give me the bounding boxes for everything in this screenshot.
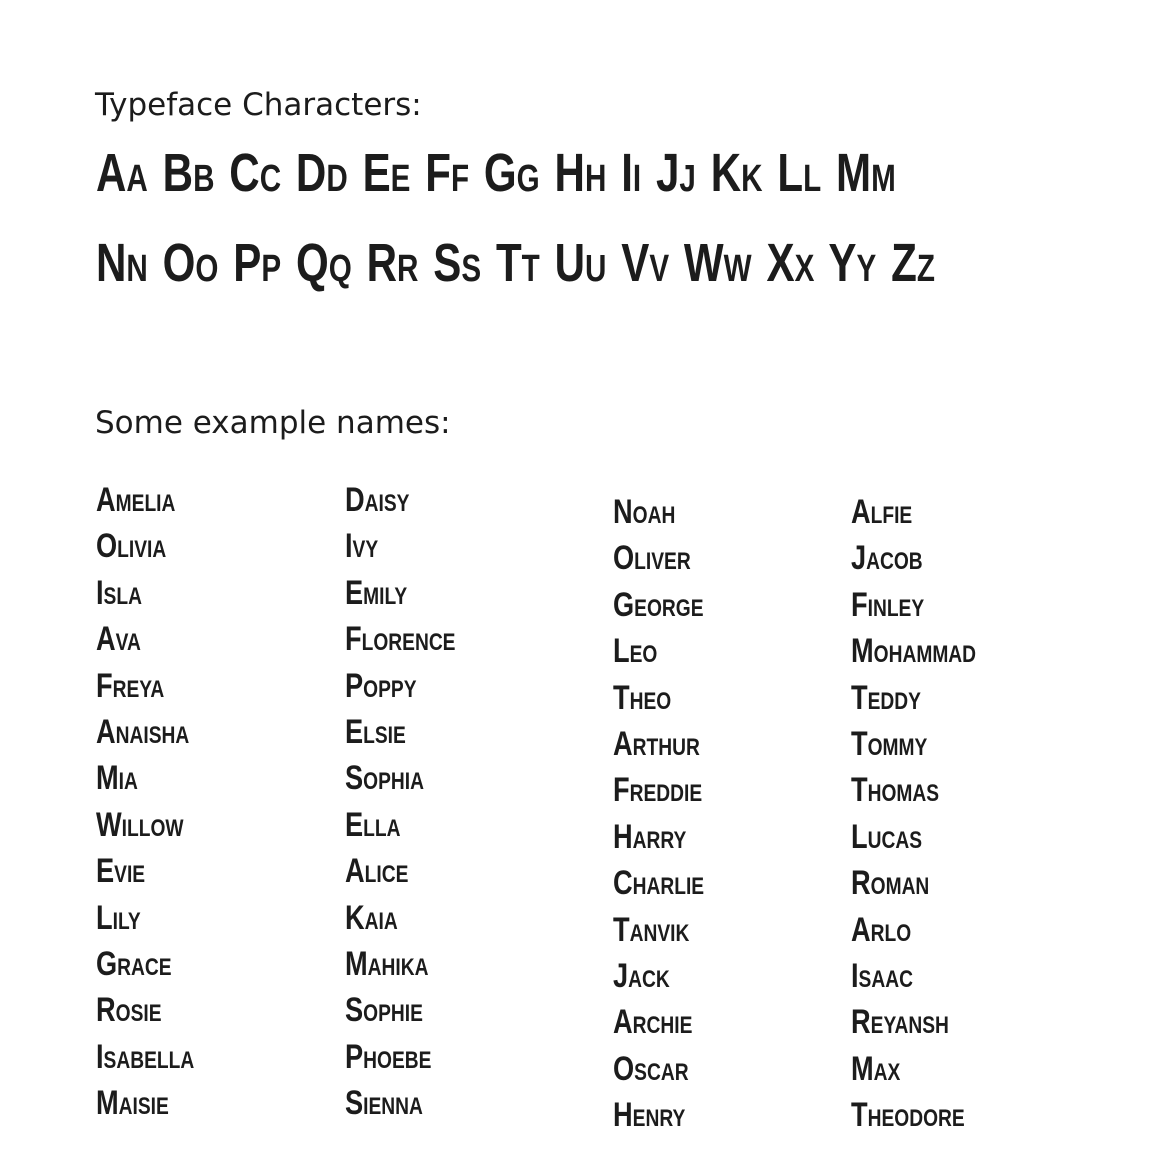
name-item: Charlie [613, 864, 705, 903]
name-item: Sienna [345, 1084, 423, 1123]
example-names-heading: Some example names: [95, 405, 451, 441]
name-item: Ava [96, 620, 141, 659]
name-item: Willow [96, 805, 184, 844]
name-item: Lily [96, 898, 141, 937]
name-item: Phoebe [345, 1037, 432, 1076]
name-item: Sophia [345, 759, 424, 798]
name-item: Theodore [851, 1096, 965, 1135]
name-item: George [613, 585, 704, 624]
name-item: Tommy [851, 724, 928, 763]
name-item: Ivy [345, 527, 379, 566]
name-item: Max [851, 1049, 901, 1088]
name-item: Roman [851, 864, 930, 903]
name-item: Isla [96, 573, 142, 612]
alphabet-row-a-m: Aa Bb Cc Dd Ee Ff Gg Hh Ii Jj Kk Ll Mm [96, 143, 896, 203]
name-item: Elsie [345, 712, 406, 751]
name-item: Lucas [851, 817, 923, 856]
name-item: Mahika [345, 944, 429, 983]
name-item: Mia [96, 759, 138, 798]
name-item: Tanvik [613, 910, 690, 949]
name-item: Isabella [96, 1037, 195, 1076]
name-item: Theo [613, 678, 672, 717]
name-item: Harry [613, 817, 687, 856]
name-item: Thomas [851, 771, 940, 810]
name-item: Noah [613, 493, 676, 531]
name-item: Jacob [851, 539, 923, 578]
alphabet-row-n-z: Nn Oo Pp Qq Rr Ss Tt Uu Vv Ww Xx Yy Zz [96, 233, 935, 293]
name-item: Alfie [851, 493, 913, 531]
name-item: Teddy [851, 678, 921, 717]
name-item: Daisy [345, 481, 410, 519]
names-column-3 [613, 492, 727, 1141]
name-item: Emily [345, 573, 408, 612]
name-item: Oscar [613, 1049, 689, 1088]
name-item: Jack [613, 956, 670, 995]
name-item: Ella [345, 805, 401, 844]
name-item: Sophie [345, 991, 423, 1030]
name-item: Oliver [613, 539, 691, 578]
name-item: Finley [851, 585, 925, 624]
names-column-2 [345, 480, 483, 1129]
name-item: Evie [96, 852, 146, 891]
name-item: Maisie [96, 1084, 169, 1123]
name-item: Isaac [851, 956, 913, 995]
name-item: Poppy [345, 666, 417, 705]
names-column-1 [96, 480, 219, 1129]
name-item: Freddie [613, 771, 703, 810]
name-item: Grace [96, 944, 172, 983]
typeface-characters-heading: Typeface Characters: [95, 87, 422, 123]
name-item: Olivia [96, 527, 167, 566]
name-item: Alice [345, 852, 409, 891]
names-column-4 [851, 492, 1007, 1141]
name-item: Freya [96, 666, 165, 705]
name-item: Mohammad [851, 632, 977, 671]
name-item: Reyansh [851, 1003, 949, 1042]
name-item: Rosie [96, 991, 162, 1030]
name-item: Anaisha [96, 712, 190, 751]
name-item: Archie [613, 1003, 693, 1042]
name-item: Arthur [613, 724, 700, 763]
name-item: Henry [613, 1096, 686, 1135]
name-item: Florence [345, 620, 456, 659]
name-item: Kaia [345, 898, 398, 937]
name-item: Leo [613, 632, 658, 671]
name-item: Arlo [851, 910, 912, 949]
name-item: Amelia [96, 481, 176, 519]
